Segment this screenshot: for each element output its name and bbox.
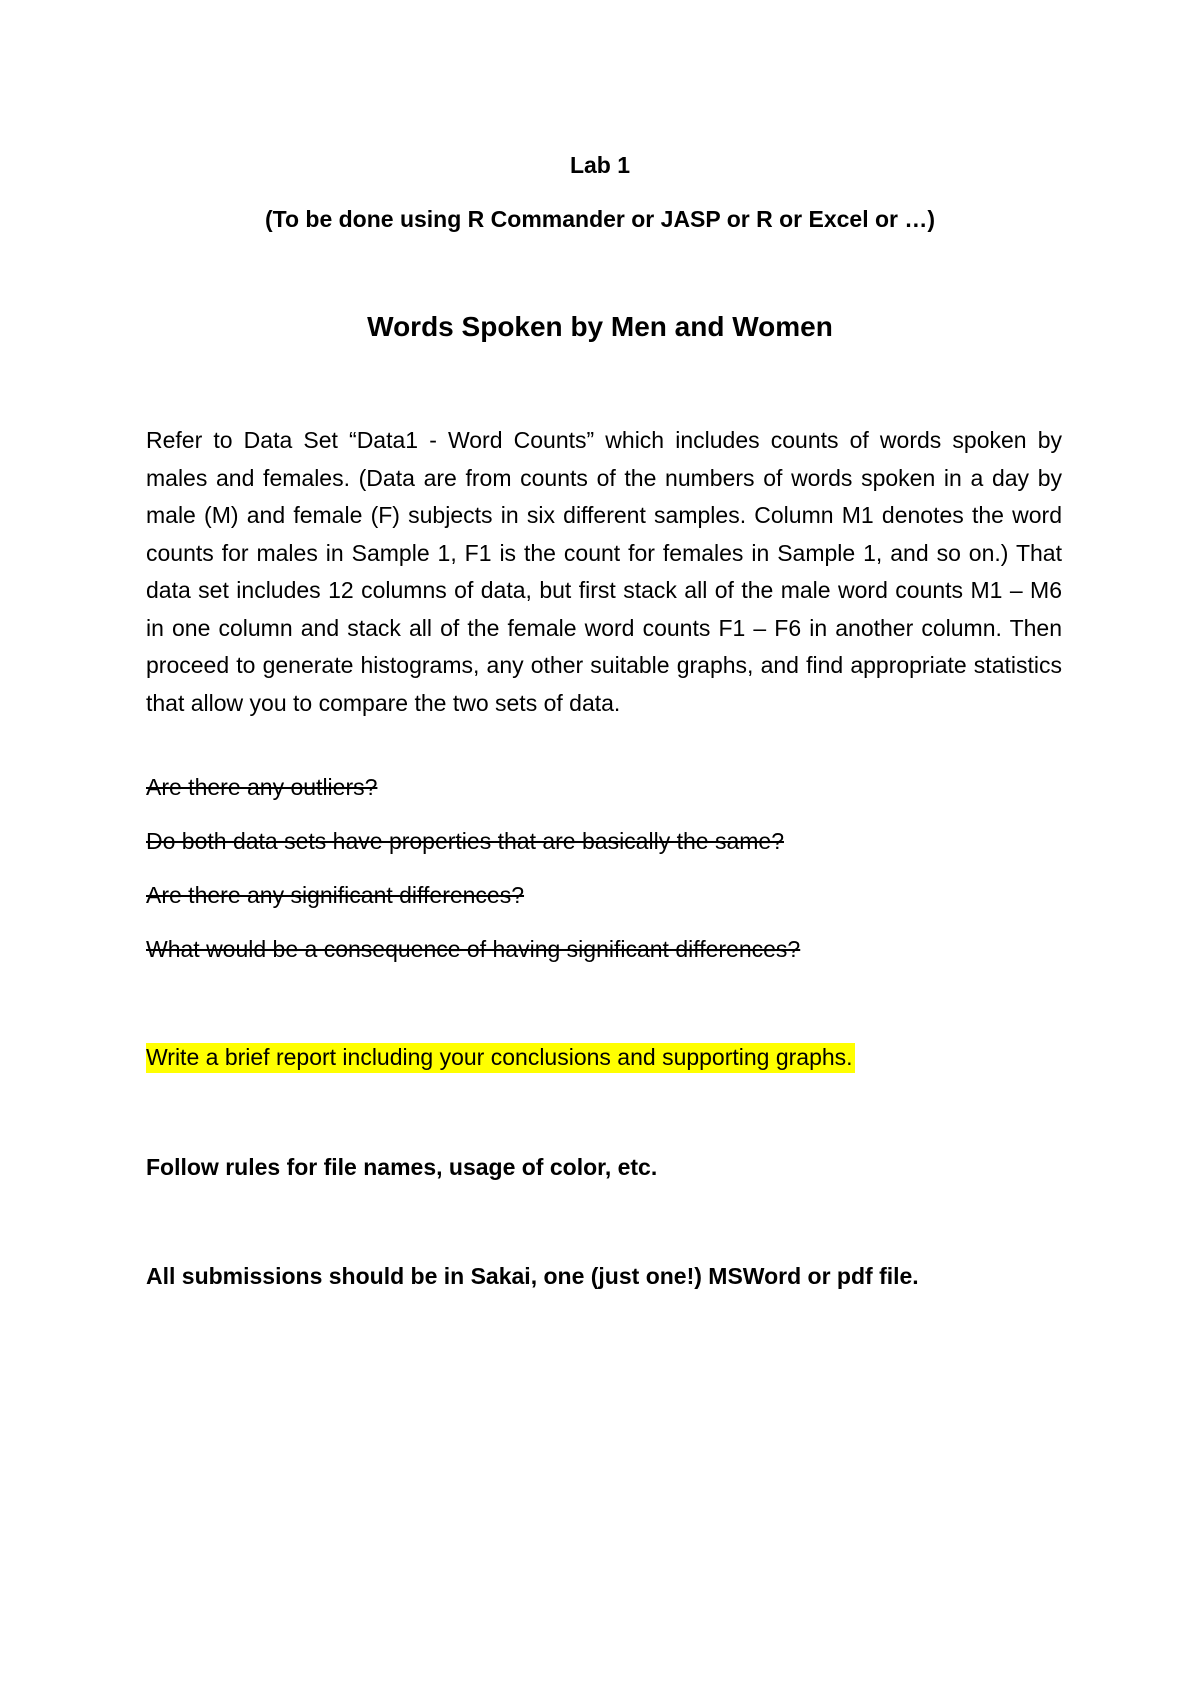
document-heading: Words Spoken by Men and Women xyxy=(367,311,833,342)
lab-title: Lab 1 xyxy=(569,152,631,178)
highlighted-instruction xyxy=(146,1042,855,1072)
highlighted-instruction-text: Write a brief report including your conclusions and supporting graphs. xyxy=(146,1043,855,1073)
file-rules-note: Follow rules for file names, usage of color, etc. xyxy=(146,1154,658,1180)
submission-note: All submissions should be in Sakai, one (just one!) MSWord or pdf file. xyxy=(146,1263,919,1289)
struck-question: Are there any significant differences? xyxy=(146,882,525,908)
intro-paragraph: Refer to Data Set “Data1 - Word Counts” which includes counts of words spoken by males and females. (Data are from counts of the numbers of words spoken in a day by male (M) and female (F) subjects in six different samples. Column M1 denotes the word counts for males in Sample 1, F1 is the count for females in Sample 1, and so on.) That data set includes 12 columns of data, but first stack all of the male word counts M1 – M6 in one column and stack all of the female word counts F1 – F6 in another column. Then proceed to generate histograms, any other suitable graphs, and find appropriate statistics that allow you to compare the two sets of data. xyxy=(146,427,1062,716)
struck-question: What would be a consequence of having significant differences? xyxy=(146,936,801,962)
struck-question-list xyxy=(146,772,1062,988)
lab-subtitle: (To be done using R Commander or JASP or R or Excel or …) xyxy=(264,206,936,232)
struck-question: Are there any outliers? xyxy=(146,774,378,800)
struck-question: Do both data sets have properties that are basically the same? xyxy=(146,828,784,854)
